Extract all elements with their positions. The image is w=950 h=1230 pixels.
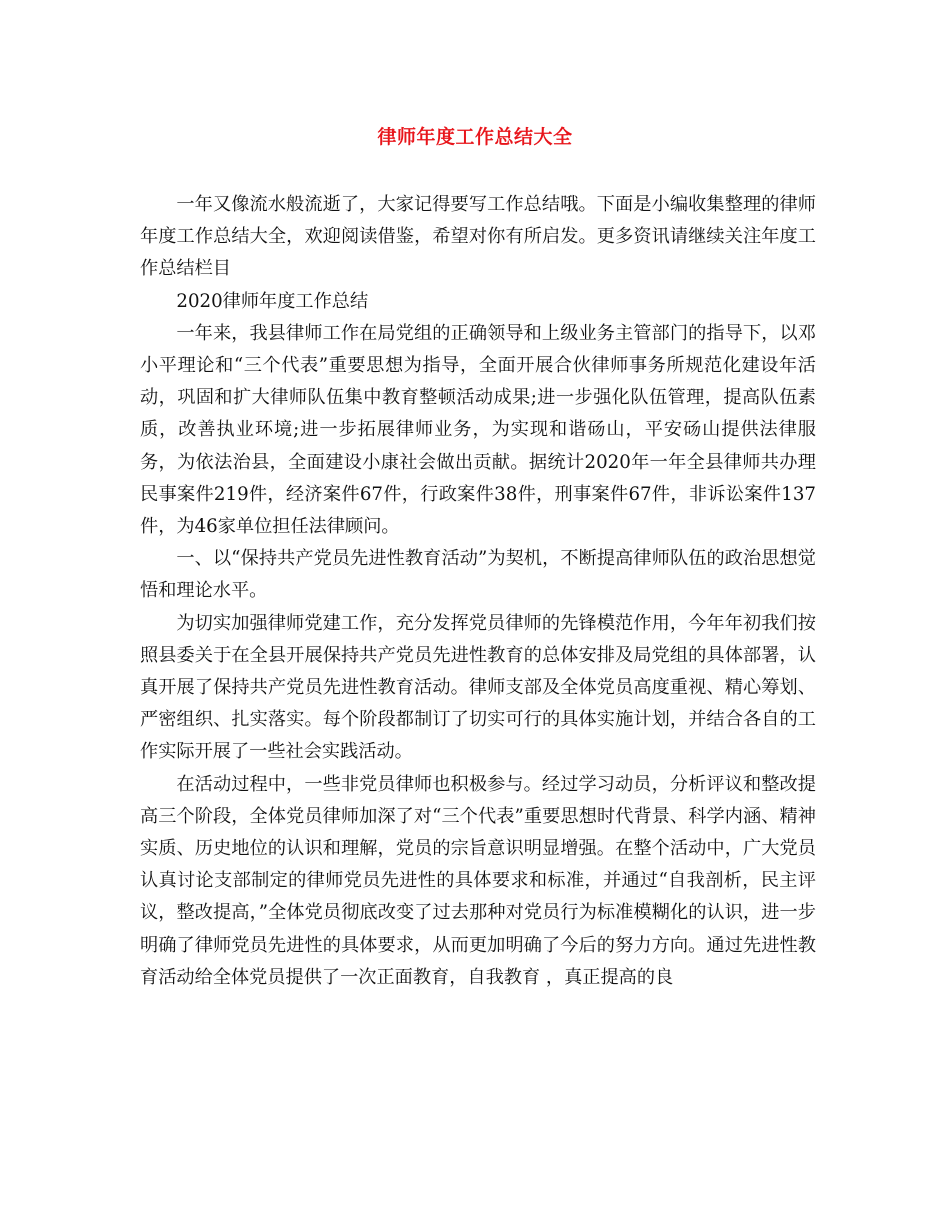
paragraph-activity-process: 在活动过程中，一些非党员律师也积极参与。经过学习动员，分析评议和整改提高三个阶段，全体党员律师加深了对“三个代表”重要思想时代背景、科学内涵、精神实质、历史地位的认识和理解，党员的宗旨意识明显增强。在整个活动中，广大党员认真讨论支部制定的律师党员先进性的具体要求和标准，并通过“自我剖析，民主评议，整改提高，”全体党员彻底改变了过去那种对党员行为标准模糊化的认识，进一步明确了律师党员先进性的具体要求，从而更加明确了今后的努力方向。通过先进性教育活动给全体党员提供了一次正面教育，自我教育 ，真正提高的良	[140, 773, 816, 988]
paragraph-section-heading: 一、以“保持共产党员先进性教育活动”为契机，不断提高律师队伍的政治思想觉悟和理论水平。	[140, 548, 816, 602]
document-title: 律师年度工作总结大全	[377, 126, 573, 148]
paragraph-subtitle: 2020律师年度工作总结	[176, 290, 369, 312]
paragraph-party-building: 为切实加强律师党建工作，充分发挥党员律师的先锋模范作用，今年年初我们按照县委关于在全县开展保持共产党员先进性教育的总体安排及局党组的具体部署，认真开展了保持共产党员先进性教育活动。律师支部及全体党员高度重视、精心筹划、严密组织、扎实落实。每个阶段都制订了切实可行的具体实施计划，并结合各自的工作实际开展了一些社会实践活动。	[140, 612, 816, 763]
document-body	[140, 189, 816, 994]
paragraph-intro: 一年又像流水般流逝了，大家记得要写工作总结哦。下面是小编收集整理的律师年度工作总结大全，欢迎阅读借鉴，希望对你有所启发。更多资讯请继续关注年度工作总结栏目	[140, 194, 816, 280]
paragraph-overview: 一年来，我县律师工作在局党组的正确领导和上级业务主管部门的指导下，以邓小平理论和“三个代表”重要思想为指导，全面开展合伙律师事务所规范化建设年活动，巩固和扩大律师队伍集中教育整顿活动成果;进一步强化队伍管理，提高队伍素质，改善执业环境;进一步拓展律师业务，为实现和谐砀山，平安砀山提供法律服务，为依法治县，全面建设小康社会做出贡献。据统计2020年一年全县律师共办理民事案件219件，经济案件67件，行政案件38件，刑事案件67件，非诉讼案件137件，为46家单位担任法律顾问。	[140, 322, 816, 538]
